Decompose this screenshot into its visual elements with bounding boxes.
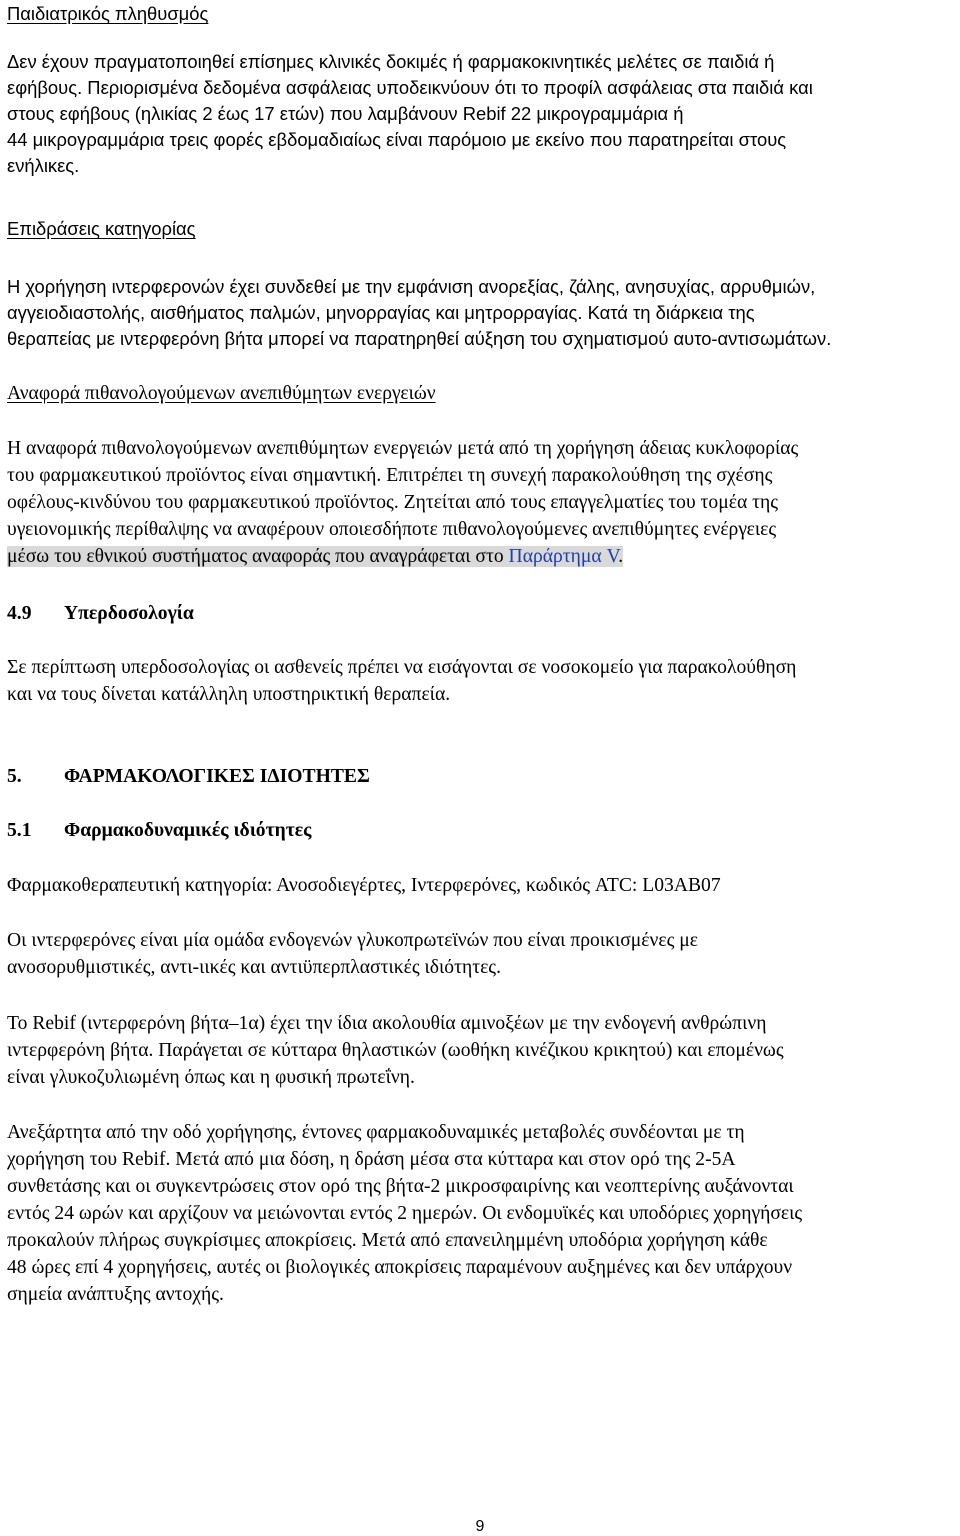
class-effects-line: θεραπείας με ιντερφερόνη βήτα μπορεί να παρατηρηθεί αύξηση του σχηματισμού αυτο-αντισωμάτων.	[7, 328, 832, 349]
paediatric-line: Δεν έχουν πραγματοποιηθεί επίσημες κλινικές δοκιμές ή φαρμακοκινητικές μελέτες σε παιδιά ή	[7, 51, 775, 72]
paragraph-line: 48 ώρες επί 4 χορηγήσεις, αυτές οι βιολογικές αποκρίσεις παραμένουν αυξημένες και δεν υπάρχουν	[7, 1257, 793, 1278]
reporting-line: του φαρμακευτικού προϊόντος είναι σημαντική. Επιτρέπει τη συνεχή παρακολούθηση της σχέσης	[7, 465, 773, 486]
paragraph-line: Το Rebif (ιντερφερόνη βήτα–1α) έχει την ίδια ακολουθία αμινοξέων με την ενδογενή ανθρώπινη	[7, 1013, 767, 1034]
reporting-line: οφέλους-κινδύνου του φαρμακευτικού προϊόντος. Ζητείται από τους επαγγελματίες του τομέα της	[7, 492, 779, 513]
paragraph-line: χορήγηση του Rebif. Μετά από μια δόση, η δράση μέσα στα κύτταρα και στον ορό της 2-5A	[7, 1149, 736, 1170]
paragraph-line: ιντερφερόνη βήτα. Παράγεται σε κύτταρα θηλαστικών (ωοθήκη κινέζικου κρικητού) και επομένως	[7, 1040, 784, 1061]
end-period: .	[618, 546, 624, 567]
class-effects-line: αγγειοδιαστολής, αισθήματος παλμών, μηνορραγίας και μητρορραγίας. Κατά τη διάρκεια της	[7, 302, 755, 323]
paediatric-line: στους εφήβους (ηλικίας 2 έως 17 ετών) που λαμβάνουν Rebif 22 μικρογραμμάρια ή	[7, 103, 684, 124]
section-number: 5.	[7, 766, 22, 787]
section-title: ΦΑΡΜΑΚΟΛΟΓΙΚΕΣ ΙΔΙΟΤΗΤΕΣ	[64, 766, 370, 787]
paragraph-line: προκαλούν πλήρως συγκρίσιμες αποκρίσεις. Μετά από επανειλημμένη υποδόρια χορήγηση κάθε	[7, 1230, 768, 1251]
paragraph-line: είναι γλυκοζυλιωμένη όπως και η φυσική πρωτεΐνη.	[7, 1067, 415, 1088]
paragraph-line: εντός 24 ωρών και αρχίζουν να μειώνονται εντός 2 ημερών. Οι ενδομυϊκές και υποδόριες χορηγήσεις	[7, 1203, 803, 1224]
paediatric-line: εφήβους. Περιορισμένα δεδομένα ασφάλειας υποδεικνύουν ότι το προφίλ ασφάλειας στα παιδιά και	[7, 77, 813, 98]
reporting-heading: Αναφορά πιθανολογούμενων ανεπιθύμητων ενεργειών	[7, 383, 436, 404]
overdose-heading	[7, 601, 194, 627]
overdose-line: Σε περίπτωση υπερδοσολογίας οι ασθενείς πρέπει να εισάγονται σε νοσοκομείο για παρακολούθηση	[7, 657, 797, 678]
section-number: 4.9	[7, 603, 32, 624]
paediatric-line: 44 μικρογραμμάρια τρεις φορές εβδομαδιαίως είναι παρόμοιο με εκείνο που παρατηρείται στους	[7, 129, 787, 150]
annex-v-link[interactable]: Παράρτημα V	[508, 546, 619, 567]
section51-heading	[7, 818, 311, 844]
paragraph-line: ανοσορυθμιστικές, αντι-ιικές και αντιϋπερπλαστικές ιδιότητες.	[7, 957, 501, 978]
reporting-line-highlighted	[7, 544, 623, 570]
paragraph-line: συνθετάσης και οι συγκεντρώσεις στον ορό της βήτα-2 μικροσφαιρίνης και νεοπτερίνης αυξάνονται	[7, 1176, 794, 1197]
reporting-line: Η αναφορά πιθανολογούμενων ανεπιθύμητων ενεργειών μετά από τη χορήγηση άδειας κυκλοφορίας	[7, 438, 799, 459]
overdose-line: και να τους δίνεται κατάλληλη υποστηρικτική θεραπεία.	[7, 684, 451, 705]
page-number: 9	[475, 1518, 485, 1535]
paragraph-line: Οι ιντερφερόνες είναι μία ομάδα ενδογενών γλυκοπρωτεϊνών που είναι προικισμένες με	[7, 930, 699, 951]
class-effects-line: Η χορήγηση ιντερφερονών έχει συνδεθεί με την εμφάνιση ανορεξίας, ζάλης, ανησυχίας, αρρυθμιών,	[7, 276, 816, 297]
reporting-line: υγειονομικής περίθαλψης να αναφέρουν οποιεσδήποτε πιθανολογούμενες ανεπιθύμητες ενέργειες	[7, 519, 777, 540]
section-title: Φαρμακοδυναμικές ιδιότητες	[64, 820, 312, 841]
section-title: Υπερδοσολογία	[64, 603, 194, 624]
section-number: 5.1	[7, 820, 32, 841]
section5-heading	[7, 764, 370, 790]
class-effects-heading: Επιδράσεις κατηγορίας	[7, 218, 196, 239]
paragraph-line: σημεία ανάπτυξης αντοχής.	[7, 1284, 224, 1305]
pharmacotherapeutic-group: Φαρμακοθεραπευτική κατηγορία: Ανοσοδιεγέρτες, Ιντερφερόνες, κωδικός ATC: L03AB07	[7, 875, 721, 896]
paragraph-line: Ανεξάρτητα από την οδό χορήγησης, έντονες φαρμακοδυναμικές μεταβολές συνδέονται με τη	[7, 1122, 745, 1143]
highlighted-text: μέσω του εθνικού συστήματος αναφοράς που αναγράφεται στο	[7, 546, 509, 567]
paediatric-line: ενήλικες.	[7, 155, 80, 176]
paediatric-heading: Παιδιατρικός πληθυσμός	[7, 3, 209, 24]
